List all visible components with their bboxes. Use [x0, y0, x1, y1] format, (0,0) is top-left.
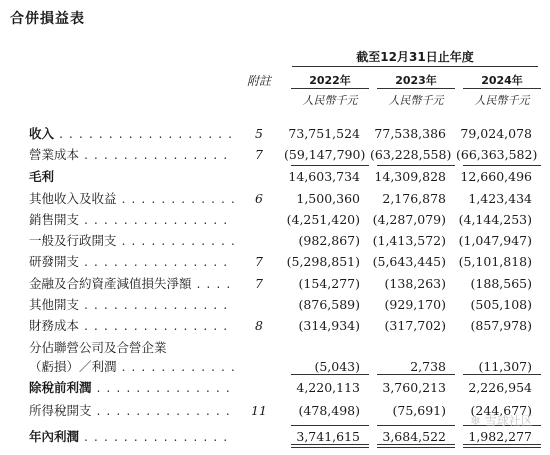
value-cell: (317,702): [384, 318, 446, 333]
year-underline: [377, 88, 455, 89]
row-label: 收入 . . .: [29, 125, 234, 143]
table-row: [0, 339, 550, 357]
value-cell: [456, 339, 532, 357]
row-label: 年內利潤 . . .: [29, 428, 234, 446]
value-cell: (59,147,790): [284, 147, 366, 162]
total-double-rule: [463, 444, 541, 445]
subtotal-rule: [377, 425, 455, 426]
value-cell: 4,220,113: [296, 380, 360, 395]
total-double-rule: [377, 447, 455, 448]
row-note: [242, 339, 276, 357]
period-underline: [292, 66, 538, 67]
table-row: [0, 296, 550, 314]
value-cell: (478,498): [298, 403, 360, 418]
row-note: [242, 168, 276, 186]
row-note: [242, 358, 276, 376]
value-cell: (1,047,947): [458, 233, 532, 248]
value-cell: 12,660,496: [460, 169, 532, 184]
note-column-header: 附註: [246, 74, 271, 88]
table-row: [0, 190, 550, 208]
value-cell: (5,298,851): [286, 254, 360, 269]
value-cell: 77,538,386: [374, 126, 446, 141]
period-header: 截至12月31日止年度: [356, 50, 474, 64]
row-note: 7: [255, 254, 263, 269]
unit-label: 人民幣千元: [388, 94, 444, 107]
value-cell: (5,643,445): [372, 254, 446, 269]
table-row: [0, 275, 550, 293]
value-cell: (314,934): [298, 318, 360, 333]
row-label: 所得稅開支 . . .: [29, 402, 234, 420]
row-note: [242, 428, 276, 446]
subtotal-rule: [377, 165, 455, 166]
value-cell: (929,170): [384, 297, 446, 312]
table-row: [0, 253, 550, 271]
row-label: 財務成本 . . .: [29, 317, 234, 335]
row-label: 除稅前利潤 . . .: [29, 379, 234, 397]
value-cell: (982,867): [298, 233, 360, 248]
value-cell: (4,287,079): [372, 212, 446, 227]
table-row: [0, 146, 550, 164]
value-cell: (857,978): [470, 318, 532, 333]
row-note: 6: [255, 191, 263, 206]
table-row: [0, 125, 550, 143]
table-row: [0, 379, 550, 397]
subtotal-rule: [463, 374, 541, 375]
row-label: 其他開支 . . .: [29, 296, 234, 314]
value-cell: 3,741,615: [296, 429, 360, 444]
watermark: [470, 412, 533, 429]
table-row: [0, 168, 550, 186]
value-cell: 1,423,434: [468, 191, 532, 206]
value-cell: 3,760,213: [382, 380, 446, 395]
row-label: 銷售開支 . . .: [29, 211, 234, 229]
year-underline: [463, 88, 541, 89]
subtotal-rule: [291, 374, 369, 375]
year-header-2024: 2024年: [481, 74, 523, 87]
value-cell: (244,677): [470, 403, 532, 418]
value-cell: (4,144,253): [458, 212, 532, 227]
value-cell: (138,263): [384, 276, 446, 291]
total-double-rule: [291, 447, 369, 448]
value-cell: 1,982,277: [468, 429, 532, 444]
row-note: 7: [255, 147, 263, 162]
row-note: [242, 379, 276, 397]
value-cell: 2,226,954: [468, 380, 532, 395]
year-header-2023: 2023年: [395, 74, 437, 87]
value-cell: (4,251,420): [286, 212, 360, 227]
statement-title: 合併損益表: [10, 11, 85, 27]
table-row: [0, 317, 550, 335]
total-double-rule: [463, 447, 541, 448]
row-note: [242, 296, 276, 314]
row-note: [242, 232, 276, 250]
value-cell: 73,751,524: [288, 126, 360, 141]
row-note: 11: [251, 403, 267, 418]
value-cell: 2,176,878: [382, 191, 446, 206]
value-cell: (188,565): [470, 276, 532, 291]
table-row: [0, 211, 550, 229]
value-cell: (11,307): [478, 359, 532, 374]
unit-label: 人民幣千元: [474, 94, 530, 107]
value-cell: 79,024,078: [460, 126, 532, 141]
value-cell: (66,363,582): [456, 147, 538, 162]
row-label: 其他收入及收益 . . .: [29, 190, 234, 208]
total-double-rule: [291, 444, 369, 445]
value-cell: [284, 339, 360, 357]
row-note: 5: [255, 126, 263, 141]
total-double-rule: [377, 444, 455, 445]
subtotal-rule: [377, 374, 455, 375]
year-header-2022: 2022年: [309, 74, 351, 87]
subtotal-rule: [291, 165, 369, 166]
value-cell: (505,108): [470, 297, 532, 312]
value-cell: 3,684,522: [382, 429, 446, 444]
value-cell: (154,277): [298, 276, 360, 291]
row-label: （虧損）／利潤 . . .: [29, 358, 234, 376]
unit-label: 人民幣千元: [302, 94, 358, 107]
row-label: 營業成本 . . .: [29, 146, 234, 164]
value-cell: (63,228,558): [370, 147, 452, 162]
row-note: [242, 211, 276, 229]
row-note: 8: [255, 318, 263, 333]
value-cell: (5,043): [314, 359, 360, 374]
row-label: 金融及合約資產減值損失淨額 . . .: [29, 275, 234, 293]
value-cell: (5,101,818): [458, 254, 532, 269]
row-note: 7: [255, 276, 263, 291]
row-label: 毛利: [29, 169, 55, 184]
value-cell: 2,738: [410, 359, 446, 374]
value-cell: 1,500,360: [296, 191, 360, 206]
value-cell: 14,603,734: [288, 169, 360, 184]
value-cell: (75,691): [392, 403, 446, 418]
row-label: 研發開支 . . .: [29, 253, 234, 271]
value-cell: [370, 339, 446, 357]
year-underline: [291, 88, 369, 89]
value-cell: 14,309,828: [374, 169, 446, 184]
row-label: 分佔聯營公司及合營企業: [29, 340, 167, 355]
subtotal-rule: [291, 425, 369, 426]
value-cell: (876,589): [298, 297, 360, 312]
subtotal-rule: [463, 165, 541, 166]
watermark-text: 雪球社区: [484, 414, 533, 428]
table-row: [0, 402, 550, 420]
value-cell: (1,413,572): [372, 233, 446, 248]
table-row: [0, 232, 550, 250]
row-label: 一般及行政開支 . . .: [29, 232, 234, 250]
paw-icon: ❄: [470, 414, 481, 429]
